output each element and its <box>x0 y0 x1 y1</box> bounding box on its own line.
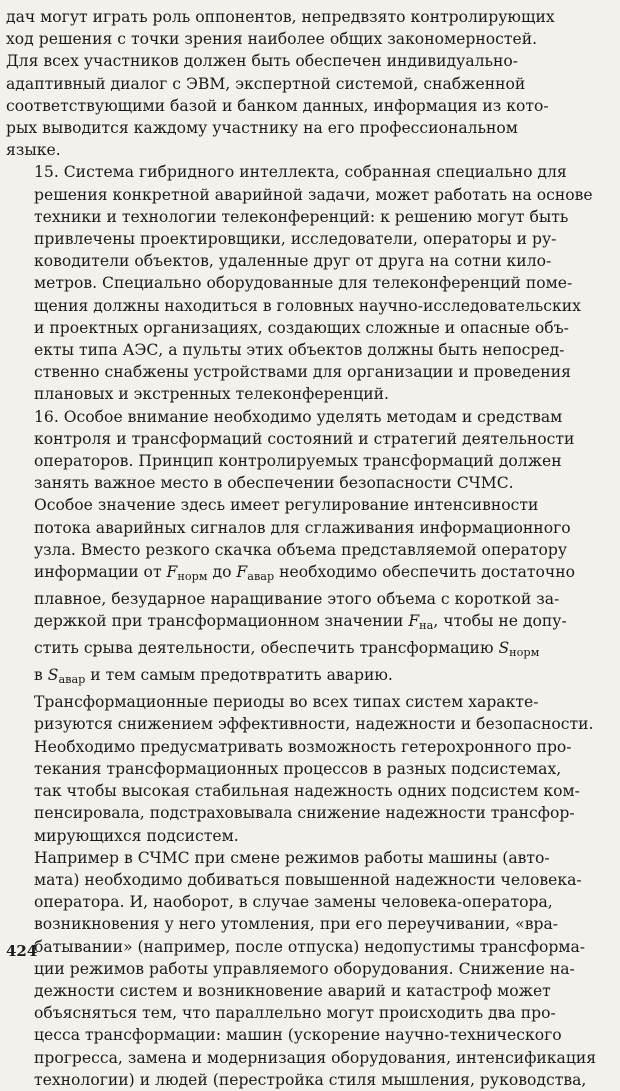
text-line: цесса трансформации: машин (ускорение научно-технического <box>34 1026 562 1045</box>
text-line: ственно снабжены устройствами для организации и проведения <box>34 363 571 382</box>
text-line: так чтобы высокая стабильная надежность одних подсистем ком- <box>34 782 580 801</box>
text-line: адаптивный диалог с ЭВМ, экспертной системой, снабженной <box>6 74 526 93</box>
text-line: 15. Система гибридного интеллекта, собранная специально для <box>34 163 567 182</box>
text-line: возникновения у него утомления, при его переучивании, «вра- <box>34 915 559 934</box>
paragraph <box>6 691 610 846</box>
paragraph <box>6 494 610 691</box>
body-text <box>6 6 610 1091</box>
text-line: пенсировала, подстраховывала снижение надежности трансфор- <box>34 804 575 823</box>
text-line: потока аварийных сигналов для сглаживания информационного <box>34 518 571 537</box>
text-line: рых выводится каждому участнику на его профессиональном <box>6 119 518 138</box>
text-line: метров. Специально оборудованные для телеконференций поме- <box>34 274 573 293</box>
text-line: Особое значение здесь имеет регулирование интенсивности <box>34 496 539 515</box>
text-line: техники и технологии телеконференций: к решению могут быть <box>34 207 569 226</box>
paragraph <box>6 406 610 495</box>
text-line: стить срыва деятельности, обеспечить трансформацию $S_{норм}$ <box>34 639 540 660</box>
text-line: решения конкретной аварийной задачи, может работать на основе <box>34 185 593 204</box>
text-line: держкой при трансформационном значении $F_{на}$, чтобы не допу- <box>34 612 567 633</box>
text-line: ход решения с точки зрения наиболее общих закономерностей. <box>6 30 538 49</box>
text-line: дач могут играть роль оппонентов, непредвзято контролирующих <box>6 8 555 26</box>
text-line: привлечены проектировщики, исследователи, операторы и ру- <box>34 230 557 249</box>
text-line: прогресса, замена и модернизация оборудования, интенсификация <box>34 1048 597 1067</box>
text-line: соответствующими базой и банком данных, информация из кото- <box>6 96 549 115</box>
text-line: батывании» (например, после отпуска) недопустимы трансформа- <box>34 937 586 956</box>
text-line: мирующихся подсистем. <box>34 826 239 845</box>
text-line: ризуются снижением эффективности, надежности и безопасности. <box>34 715 594 734</box>
text-line: Трансформационные периоды во всех типах систем характе- <box>34 693 539 712</box>
paragraph <box>6 6 610 161</box>
text-line: екты типа АЭС, а пульты этих объектов должны быть непосред- <box>34 341 565 360</box>
text-line: языке. <box>6 141 61 160</box>
text-line: плановых и экстренных телеконференций. <box>34 385 389 404</box>
text-line: оператора. И, наоборот, в случае замены человека-оператора, <box>34 893 553 912</box>
paragraph <box>6 847 610 1091</box>
text-line: в $S_{авар}$ и тем самым предотвратить аварию. <box>34 666 393 687</box>
text-line: узла. Вместо резкого скачка объема представляемой оператору <box>34 540 568 559</box>
text-line: щения должны находиться в головных научно-исследовательских <box>34 296 581 315</box>
text-line: занять важное место в обеспечении безопасности СЧМС. <box>34 474 514 493</box>
text-line: Например в СЧМС при смене режимов работы машины (авто- <box>34 848 550 867</box>
text-line: ководители объектов, удаленные друг от друга на сотни кило- <box>34 252 552 271</box>
text-line: мата) необходимо добиваться повышенной надежности человека- <box>34 870 582 889</box>
text-line: плавное, безударное наращивание этого объема с короткой за- <box>34 590 560 609</box>
text-line: операторов. Принцип контролируемых трансформаций должен <box>34 452 562 471</box>
text-line: текания трансформационных процессов в разных подсистемах, <box>34 759 562 778</box>
text-line: и проектных организациях, создающих сложные и опасные объ- <box>34 318 569 337</box>
text-line: ции режимов работы управляемого оборудования. Снижение на- <box>34 959 575 978</box>
paragraph <box>6 161 610 405</box>
text-line: объясняться тем, что параллельно могут происходить два про- <box>34 1004 556 1023</box>
text-line: информации от $F_{норм}$ до $F_{авар}$ необходимо обеспечить достаточно <box>34 563 576 583</box>
page-number: 424 <box>6 942 38 960</box>
text-line: технологии) и людей (перестройка стиля мышления, руководства, <box>34 1070 587 1089</box>
text-line: дежности систем и возникновение аварий и катастроф может <box>34 981 551 1000</box>
text-line: Необходимо предусматривать возможность гетерохронного про- <box>34 737 572 756</box>
text-line: Для всех участников должен быть обеспечен индивидуально- <box>6 52 519 71</box>
text-line: контроля и трансформаций состояний и стратегий деятельности <box>34 429 575 448</box>
text-line: 16. Особое внимание необходимо уделять методам и средствам <box>34 407 563 426</box>
